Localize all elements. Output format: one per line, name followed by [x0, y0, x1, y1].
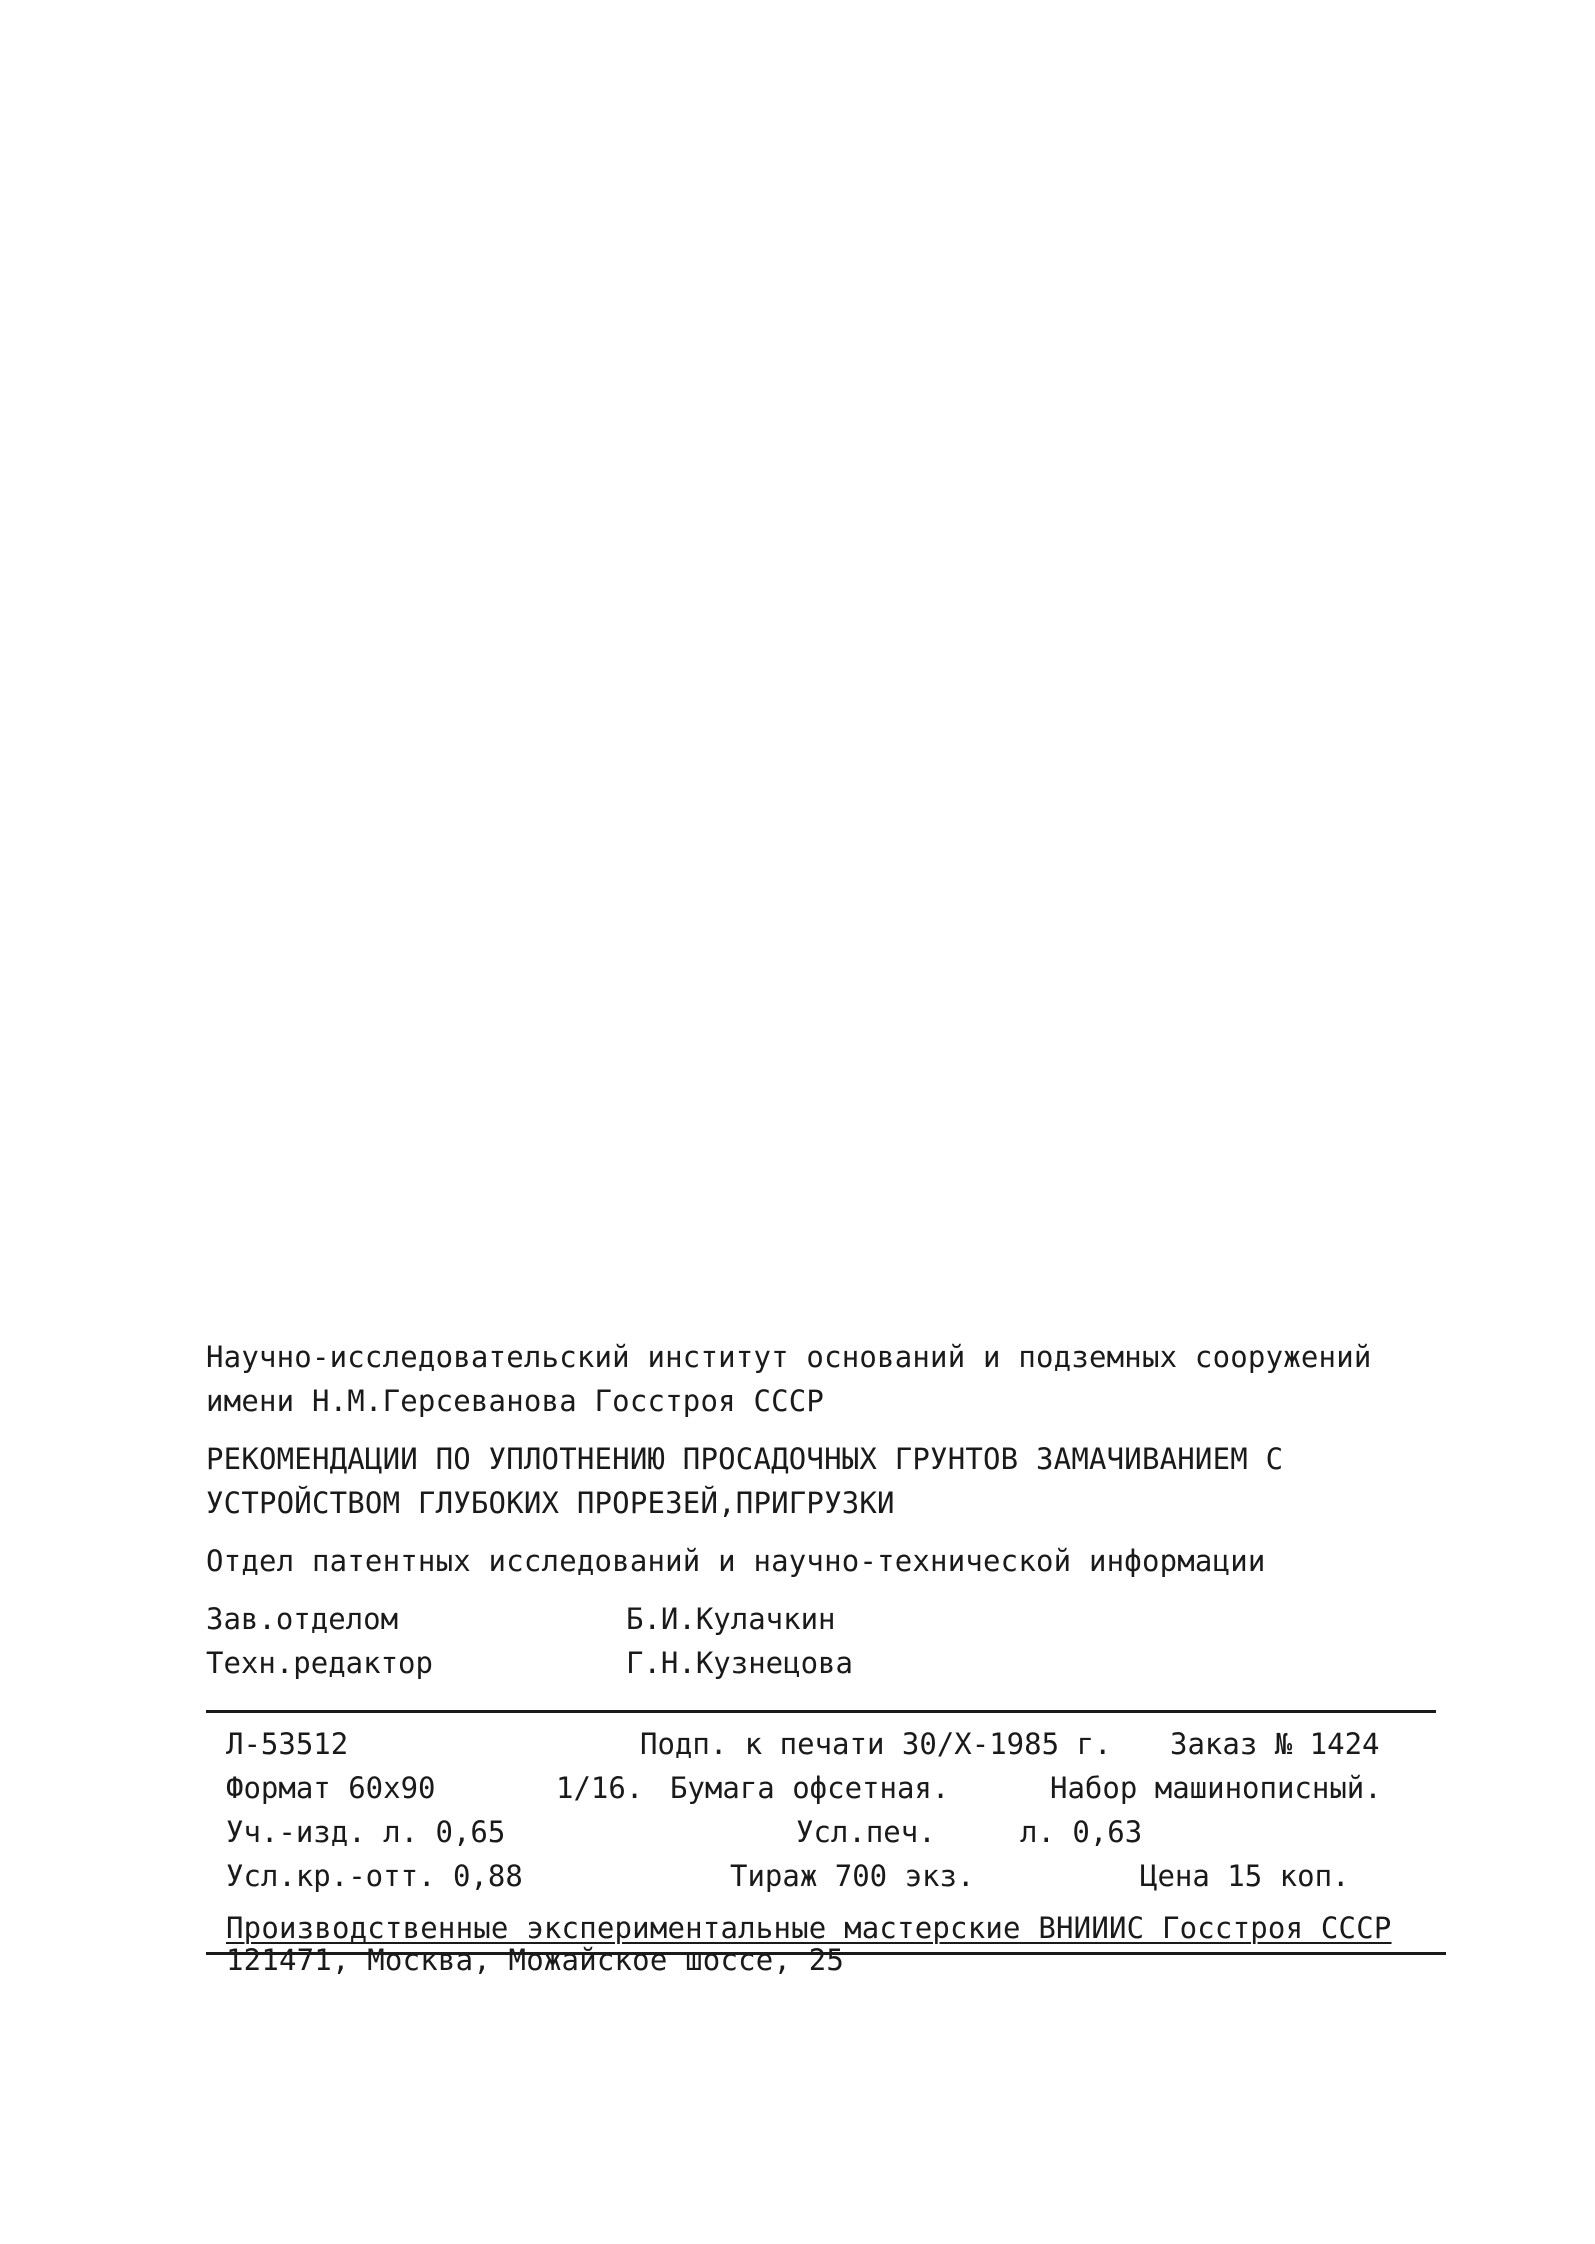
staff-role: Техн.редактор — [206, 1646, 433, 1680]
printed-sheets-value: л. 0,63 — [1020, 1815, 1143, 1849]
signed-to-print: Подп. к печати 30/Х-1985 г. — [640, 1727, 1112, 1761]
publication-code: Л-53512 — [226, 1727, 349, 1761]
publishing-sheets: Уч.-изд. л. 0,65 — [226, 1815, 506, 1849]
printer-name: Производственные экспериментальные мастерские ВНИИИС Госстроя СССР — [226, 1911, 1392, 1945]
imprint-row — [226, 1810, 1426, 1854]
main-text-block — [206, 1335, 1446, 1685]
imprint-row — [226, 1766, 1426, 1810]
imprint-row — [226, 1722, 1426, 1766]
staff-name: Г.Н.Кузнецова — [626, 1646, 853, 1680]
paper-type: Бумага офсетная. — [670, 1771, 950, 1805]
footer-rule — [206, 1952, 1446, 1955]
institute-line-2: имени Н.М.Герсеванова Госстроя СССР — [206, 1384, 825, 1418]
printer-footer — [226, 1912, 1436, 1976]
paper-format: Формат 60х90 — [226, 1771, 436, 1805]
staff-row — [206, 1641, 1446, 1685]
imprint-block — [226, 1722, 1426, 1898]
color-prints: Усл.кр.-отт. 0,88 — [226, 1859, 523, 1893]
institute-line-1: Научно-исследовательский институт оснований и подземных сооружений — [206, 1340, 1372, 1374]
imprint-top-rule — [206, 1710, 1436, 1713]
title-line-1: РЕКОМЕНДАЦИИ ПО УПЛОТНЕНИЮ ПРОСАДОЧНЫХ ГРУНТОВ ЗАМАЧИВАНИЕМ С — [206, 1442, 1284, 1476]
staff-role: Зав.отделом — [206, 1602, 399, 1636]
department-line: Отдел патентных исследований и научно-технической информации — [206, 1544, 1266, 1578]
printed-sheets-label: Усл.печ. — [796, 1815, 936, 1849]
staff-row — [206, 1597, 1446, 1641]
order-number: Заказ № 1424 — [1170, 1727, 1380, 1761]
imprint-row — [226, 1854, 1426, 1898]
typeset-type: Набор машинописный. — [1050, 1771, 1382, 1805]
printer-address: 121471, Москва, Можайское шоссе, 25 — [226, 1943, 845, 1977]
format-fraction: 1/16. — [556, 1771, 644, 1805]
price: Цена 15 коп. — [1140, 1859, 1350, 1893]
title-line-2: УСТРОЙСТВОМ ГЛУБОКИХ ПРОРЕЗЕЙ,ПРИГРУЗКИ — [206, 1486, 895, 1520]
print-run: Тираж 700 экз. — [730, 1859, 975, 1893]
staff-name: Б.И.Кулачкин — [626, 1602, 836, 1636]
